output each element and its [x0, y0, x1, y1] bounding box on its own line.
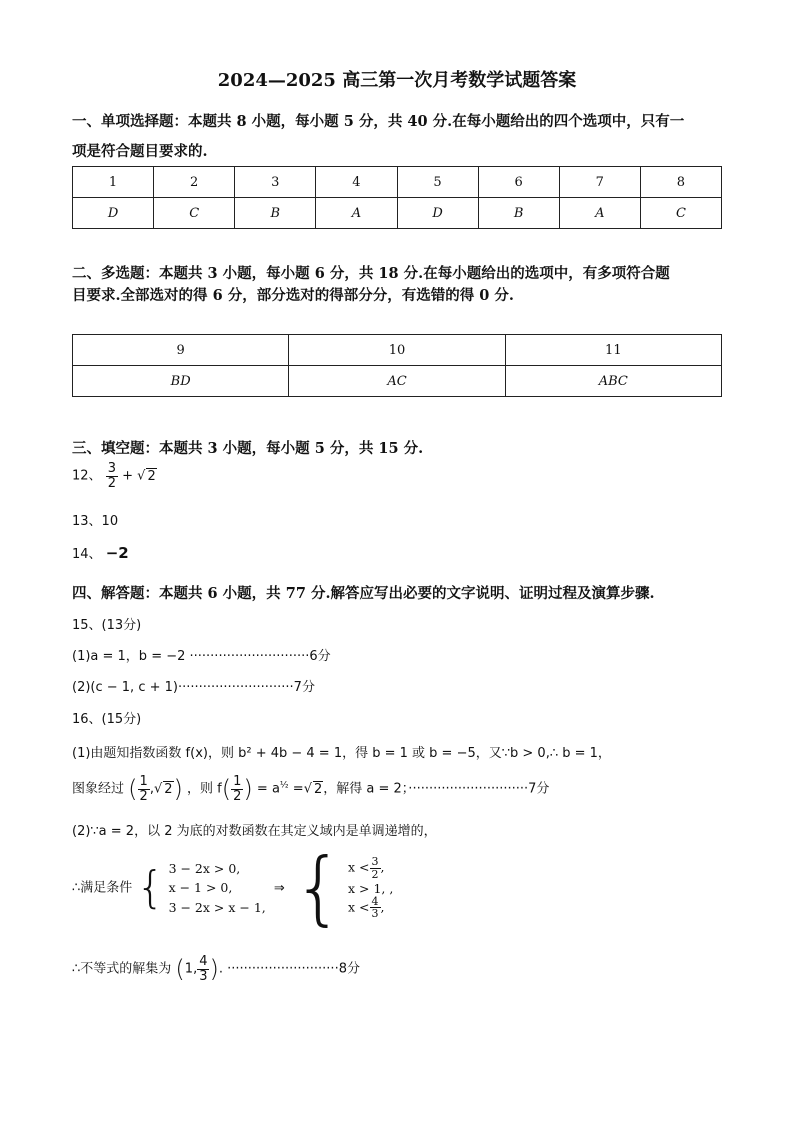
q16-part2: (2)∵a = 2，以 2 为底的对数函数在其定义域内是单调递增的，	[72, 824, 437, 839]
question-number: 2	[154, 167, 235, 198]
right-paren: )	[243, 775, 253, 804]
sqrt-radicand: 2	[147, 468, 156, 484]
q16-condition-system	[72, 841, 394, 934]
answer-cell: BD	[73, 366, 289, 397]
denominator: 2	[233, 788, 242, 804]
question-number: 5	[397, 167, 478, 198]
numerator: 3	[371, 855, 379, 869]
question-number: 7	[559, 167, 640, 198]
text: 图象经过	[72, 781, 125, 797]
q16-label: 16、(15分)	[72, 712, 142, 727]
question-number: 1	[73, 167, 154, 198]
section1-heading-line1: 一、单项选择题：本题共 8 小题，每小题 5 分，共 40 分.在每小题给出的四个选项中，只有一	[72, 113, 685, 130]
question-number: 6	[478, 167, 559, 198]
section4-heading: 四、解答题：本题共 6 小题，共 77 分.解答应写出必要的文字说明、证明过程及演算步骤.	[72, 585, 655, 602]
question-number: 3	[235, 167, 316, 198]
left-brace: {	[292, 841, 344, 934]
sqrt-radicand: 2	[164, 781, 173, 797]
answer-14	[72, 543, 129, 562]
inequality: x − 1 > 0,	[168, 880, 233, 896]
text: ,	[389, 880, 394, 896]
table-row	[73, 335, 722, 366]
fraction	[370, 896, 381, 920]
section2-answer-table	[72, 334, 722, 397]
answer-cell: B	[235, 198, 316, 229]
exponent: ½	[279, 780, 289, 791]
q16-solution-set	[72, 955, 360, 983]
answer-cell: A	[316, 198, 397, 229]
text: x <	[348, 859, 370, 875]
numerator: 4	[371, 894, 379, 908]
answer-cell: A	[559, 198, 640, 229]
fraction	[370, 856, 381, 880]
question-number: 8	[640, 167, 721, 198]
answer-14-value: −2	[105, 544, 129, 562]
denominator: 2	[107, 475, 116, 491]
answer-cell: ABC	[505, 366, 721, 397]
q16-part1-continued: 图象经过 ( $\frac{1}{2}$ ,√ 2) ，则 f( $\frac{1}{2}$ ) = $a^{\frac{1}{2}}$ =√ 2，解得 a = 2；·····························7分	[72, 774, 550, 804]
page-title: 2024—2025 高三第一次月考数学试题答案	[217, 70, 577, 91]
implies-arrow: ⇒	[273, 880, 285, 896]
question-number: 9	[73, 335, 289, 366]
text: x > 1,	[348, 880, 386, 896]
section1-answer-table	[72, 166, 722, 229]
left-paren: (	[128, 775, 138, 804]
answer-cell: AC	[289, 366, 505, 397]
text: . ···························8分	[218, 961, 360, 977]
answer-cell: C	[640, 198, 721, 229]
condition-label: ∴满足条件	[72, 880, 133, 896]
fraction	[106, 462, 118, 490]
text: =	[292, 781, 304, 797]
fraction	[231, 775, 243, 803]
right-paren: )	[209, 955, 219, 984]
answer-14-label: 14、	[72, 547, 102, 562]
right-paren: )	[173, 775, 183, 804]
section3-heading: 三、填空题：本题共 3 小题，每小题 5 分，共 15 分.	[72, 440, 424, 457]
answer-cell: D	[73, 198, 154, 229]
answer-12	[72, 462, 157, 490]
answer-12-label: 12、	[72, 468, 102, 484]
question-number: 11	[505, 335, 721, 366]
denominator: 3	[371, 907, 379, 921]
numerator: 1	[233, 774, 242, 789]
fraction	[197, 955, 209, 983]
left-paren: (	[175, 955, 185, 984]
denominator: 2	[139, 788, 148, 804]
text: ，则 f	[187, 781, 222, 797]
inequality: 3 − 2x > x − 1,	[168, 899, 266, 915]
left-paren: (	[221, 775, 232, 804]
section2-heading-line1: 二、多选题：本题共 3 小题，每小题 6 分，共 18 分.在每小题给出的选项中，有多项符合题	[72, 265, 670, 282]
answer-cell: C	[154, 198, 235, 229]
numerator: 3	[107, 461, 116, 476]
answer-cell: B	[478, 198, 559, 229]
table-row	[73, 366, 722, 397]
q15-part1: (1)a = 1，b = −2 ·····························6分	[72, 649, 331, 664]
inequality: x < $\frac{3}{2}$ ,	[348, 855, 385, 881]
inequality: x < $\frac{4}{3}$ ,	[348, 894, 385, 921]
sqrt-radicand: 2	[314, 781, 323, 797]
numerator: 4	[199, 954, 208, 969]
denominator: 2	[371, 867, 379, 881]
section1-heading-line2: 项是符合题目要求的.	[72, 143, 208, 160]
inequality: 3 − 2x > 0,	[168, 860, 241, 876]
inequality	[348, 881, 393, 896]
table-row	[73, 198, 722, 229]
q16-part1: (1)由题知指数函数 f(x)，则 b² + 4b − 4 = 1，得 b = 1 或 b = −5，又∵b > 0,∴ b = 1，	[72, 746, 611, 761]
q15-part2: (2)(c − 1, c + 1)····························7分	[72, 680, 315, 695]
fraction	[138, 775, 150, 803]
text: = a	[256, 781, 280, 797]
plus-sign: +	[122, 468, 134, 484]
answer-cell: D	[397, 198, 478, 229]
answer-13: 13、10	[72, 514, 119, 529]
text: x <	[348, 899, 370, 915]
section2-heading-line2: 目要求.全部选对的得 6 分，部分选对的得部分分，有选错的得 0 分.	[72, 287, 514, 304]
text: ，解得 a = 2；·····························7分	[323, 781, 550, 797]
sqrt-sign: √	[137, 468, 146, 484]
text: ∴不等式的解集为	[72, 961, 172, 977]
left-brace: {	[136, 862, 165, 913]
denominator: 3	[199, 968, 208, 984]
question-number: 4	[316, 167, 397, 198]
numerator: 1	[139, 774, 148, 789]
inequality-system	[169, 859, 266, 917]
q15-label: 15、(13分)	[72, 618, 142, 633]
solution-system	[348, 856, 393, 919]
question-number: 10	[289, 335, 505, 366]
table-row	[73, 167, 722, 198]
text: 1,	[184, 961, 198, 977]
